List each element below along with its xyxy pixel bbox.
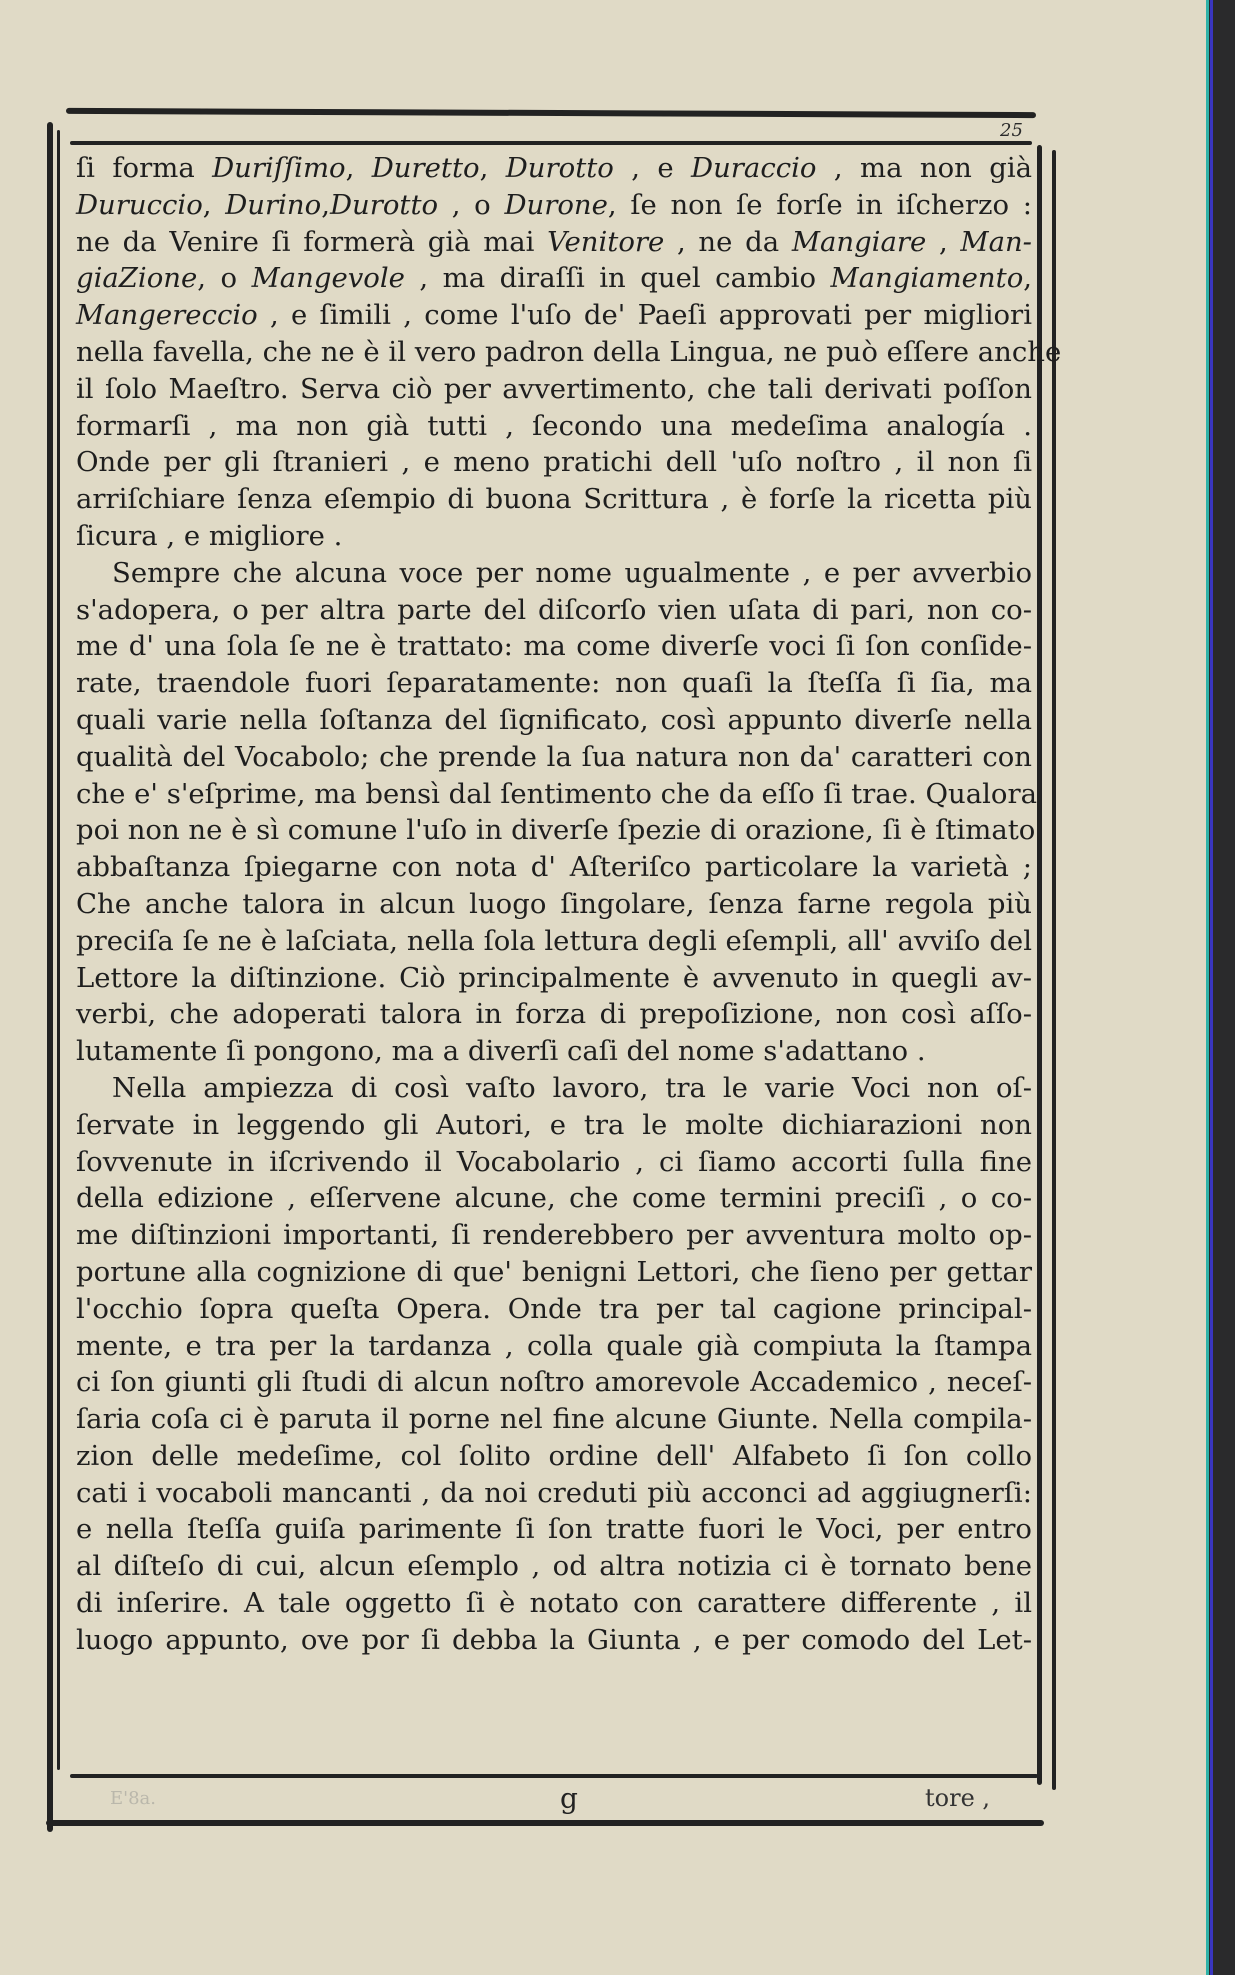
text-line: [76, 1585, 1032, 1622]
text-line: [76, 187, 1032, 224]
text-segment: ſovvenute in iſcrivendo il Vocabolario , ci ſiamo accorti ſulla fine: [76, 1145, 1032, 1178]
text-line: [76, 408, 1032, 445]
text-segment: nella favella, che ne è il vero padron della Lingua, ne può eſſere anche: [76, 335, 1062, 368]
text-segment: al diſteſo di cui, alcun eſemplo , od altra notizia ci è tornato bene: [76, 1550, 1032, 1583]
italic-word: Durone: [504, 188, 608, 221]
text-segment: , ma diraſſi in quel cambio: [404, 262, 831, 295]
text-line: [76, 1033, 1032, 1070]
text-segment: l'occhio ſopra queſta Opera. Onde tra per tal cagione principal-: [76, 1292, 1032, 1325]
text-segment: , e: [613, 152, 692, 184]
italic-word: Man-: [960, 225, 1032, 258]
text-line: [76, 481, 1032, 518]
italic-word: Duriſſimo: [212, 152, 346, 184]
italic-word: Mangereccio: [76, 299, 258, 332]
text-line: [76, 849, 1032, 886]
italic-word: giaZione: [76, 262, 198, 295]
text-line: [76, 1144, 1032, 1181]
bottom-inner-border-rule: [70, 1774, 1038, 1778]
text-line: [76, 1070, 1032, 1107]
text-segment: ,: [1023, 262, 1032, 295]
bottom-outer-border-rule: [46, 1820, 1044, 1826]
text-line: [76, 628, 1032, 665]
italic-word: Venitore: [547, 225, 665, 258]
text-segment: ſi forma: [76, 152, 213, 184]
text-line: [76, 1217, 1032, 1254]
text-segment: Nella ampiezza di così vaſto lavoro, tra le varie Voci non oſ-: [112, 1071, 1032, 1104]
text-segment: il ſolo Maeſtro. Serva ciò per avvertimento, che tali derivati poſſon: [76, 372, 1032, 405]
text-segment: di inſerire. A tale oggetto ſi è notato con carattere differente , il: [76, 1587, 1032, 1620]
italic-word: Mangevole: [251, 262, 405, 295]
text-segment: ne da Venire ſi formerà già mai: [76, 225, 548, 258]
text-segment: arriſchiare ſenza eſempio di buona Scrittura , è forſe la ricetta più: [76, 483, 1032, 516]
catchword: tore ,: [925, 1784, 991, 1812]
page-number: 25: [1000, 120, 1023, 141]
text-line: [76, 1622, 1032, 1659]
text-line: [76, 371, 1032, 408]
text-segment: ſicura , e migliore .: [76, 519, 343, 552]
text-segment: Lettore la diſtinzione. Ciò principalmente è avvenuto in quegli av-: [76, 961, 1032, 994]
scan-edge-strip: [1206, 0, 1235, 1975]
text-segment: ,: [479, 152, 506, 184]
text-segment: luogo appunto, ove por ſi debba la Giunta , e per comodo del Let-: [76, 1623, 1032, 1656]
text-segment: s'adopera, o per altra parte del diſcorſo vien uſata di pari, non co-: [76, 593, 1032, 626]
text-line: [76, 150, 1032, 187]
text-line: [76, 1475, 1032, 1512]
text-line: [76, 444, 1032, 481]
text-line: [76, 260, 1032, 297]
text-line: [76, 555, 1032, 592]
right-inner-border-rule: [1037, 145, 1042, 1785]
text-segment: quali varie nella ſoſtanza del ſignificato, così appunto diverſe nella: [76, 703, 1032, 736]
italic-word: Durino: [225, 188, 322, 221]
text-segment: , ſe non ſe forſe in iſcherzo :: [607, 188, 1032, 221]
italic-word: Durotto: [329, 188, 439, 221]
text-segment: ,: [926, 225, 961, 258]
text-segment: formarſi , ma non già tutti , ſecondo una medeſima analogía .: [76, 409, 1032, 442]
text-segment: , o: [438, 188, 505, 221]
text-line: [76, 1291, 1032, 1328]
italic-word: Mangiare: [791, 225, 927, 258]
left-outer-border-rule: [47, 122, 53, 1832]
text-line: [76, 886, 1032, 923]
text-segment: ,: [345, 152, 372, 184]
text-segment: ſervate in leggendo gli Autori, e tra le molte dichiarazioni non: [76, 1108, 1032, 1141]
text-line: [76, 1180, 1032, 1217]
top-outer-border-rule: [66, 108, 1036, 118]
signature-mark: g: [560, 1782, 578, 1815]
text-line: [76, 297, 1032, 334]
text-line: [76, 1364, 1032, 1401]
text-segment: verbi, che adoperati talora in forza di prepoſizione, non così aſſo-: [76, 998, 1032, 1031]
text-segment: della edizione , eſſervene alcune, che come termini preciſi , o co-: [76, 1182, 1032, 1215]
text-segment: Che anche talora in alcun luogo ſingolare, ſenza farne regola più: [76, 887, 1032, 920]
text-segment: e nella ſteſſa guiſa parimente ſi ſon tratte fuori le Voci, per entro: [76, 1513, 1032, 1546]
text-segment: abbaſtanza ſpiegarne con nota d' Aſteriſco particolare la varietà ;: [76, 851, 1032, 884]
text-segment: rate, traendole fuori ſeparatamente: non quaſi la ſteſſa ſi ſia, ma: [76, 667, 1032, 700]
text-segment: ci ſon giunti gli ſtudi di alcun noſtro amorevole Accademico , neceſ-: [76, 1366, 1032, 1399]
text-segment: ,: [202, 188, 226, 221]
text-line: [76, 776, 1038, 813]
text-segment: portune alla cognizione di que' benigni Lettori, che ſieno per gettar: [76, 1255, 1032, 1288]
italic-word: Duruccio: [76, 188, 203, 221]
left-inner-border-rule: [57, 130, 60, 1770]
text-segment: , o: [197, 262, 252, 295]
italic-word: Durotto: [505, 152, 614, 184]
text-line: [76, 702, 1032, 739]
text-segment: cati i vocaboli mancanti , da noi creduti più acconci ad aggiugnerſi:: [76, 1476, 1032, 1509]
text-segment: mente, e tra per la tardanza , colla quale già compiuta la ſtampa: [76, 1329, 1032, 1362]
text-segment: preciſa ſe ne è laſciata, nella ſola lettura degli eſempli, all' avviſo del: [76, 924, 1032, 957]
text-line: [76, 1254, 1032, 1291]
text-line: [76, 1438, 1032, 1475]
text-line: [76, 1107, 1032, 1144]
text-segment: , ne da: [664, 225, 792, 258]
top-inner-border-rule: [70, 141, 1032, 145]
text-line: [76, 1328, 1032, 1365]
text-line: [76, 224, 1032, 261]
text-line: [76, 812, 1036, 849]
text-segment: , ma non già: [816, 152, 1033, 184]
bleed-through-mark: E'8a.: [110, 1788, 156, 1809]
body-text: [76, 150, 1062, 1659]
text-line: [76, 923, 1032, 960]
text-segment: ſaria coſa ci è paruta il porne nel fine alcune Giunte. Nella compila-: [76, 1403, 1032, 1436]
text-segment: lutamente ſi pongono, ma a diverſi caſi del nome s'adattano .: [76, 1035, 926, 1068]
italic-word: Mangiamento: [830, 262, 1024, 295]
text-line: [76, 1401, 1032, 1438]
text-line: [76, 334, 1062, 371]
text-segment: me diſtinzioni importanti, ſi renderebbero per avventura molto op-: [76, 1219, 1032, 1252]
italic-word: Duraccio: [691, 152, 817, 184]
right-outer-border-rule: [1052, 150, 1056, 1790]
text-segment: poi non ne è sì comune l'uſo in diverſe ſpezie di orazione, ſi è ſtimato: [76, 814, 1036, 847]
text-segment: zion delle medeſime, col ſolito ordine dell' Alfabeto ſi ſon collo: [76, 1439, 1032, 1472]
text-segment: qualità del Vocabolo; che prende la ſua natura non da' caratteri con: [76, 740, 1032, 773]
text-line: [76, 739, 1032, 776]
text-segment: , e ſimili , come l'uſo de' Paeſi approvati per migliori: [257, 299, 1032, 332]
text-line: [76, 1511, 1032, 1548]
text-segment: Onde per gli ſtranieri , e meno pratichi dell 'uſo noſtro , il non ſi: [76, 446, 1032, 479]
text-line: [76, 996, 1032, 1033]
text-line: [76, 960, 1032, 997]
text-line: [76, 665, 1032, 702]
text-segment: Sempre che alcuna voce per nome ugualmente , e per avverbio: [112, 556, 1032, 589]
text-segment: me d' una ſola ſe ne è trattato: ma come diverſe voci ſi ſon conſide-: [76, 630, 1032, 663]
text-segment: ,: [321, 188, 330, 221]
text-line: [76, 518, 1032, 555]
text-segment: che e' s'eſprime, ma bensì dal ſentimento che da eſſo ſi trae. Qualora: [76, 777, 1038, 810]
italic-word: Duretto: [371, 152, 480, 184]
text-line: [76, 1548, 1032, 1585]
text-line: [76, 592, 1032, 629]
